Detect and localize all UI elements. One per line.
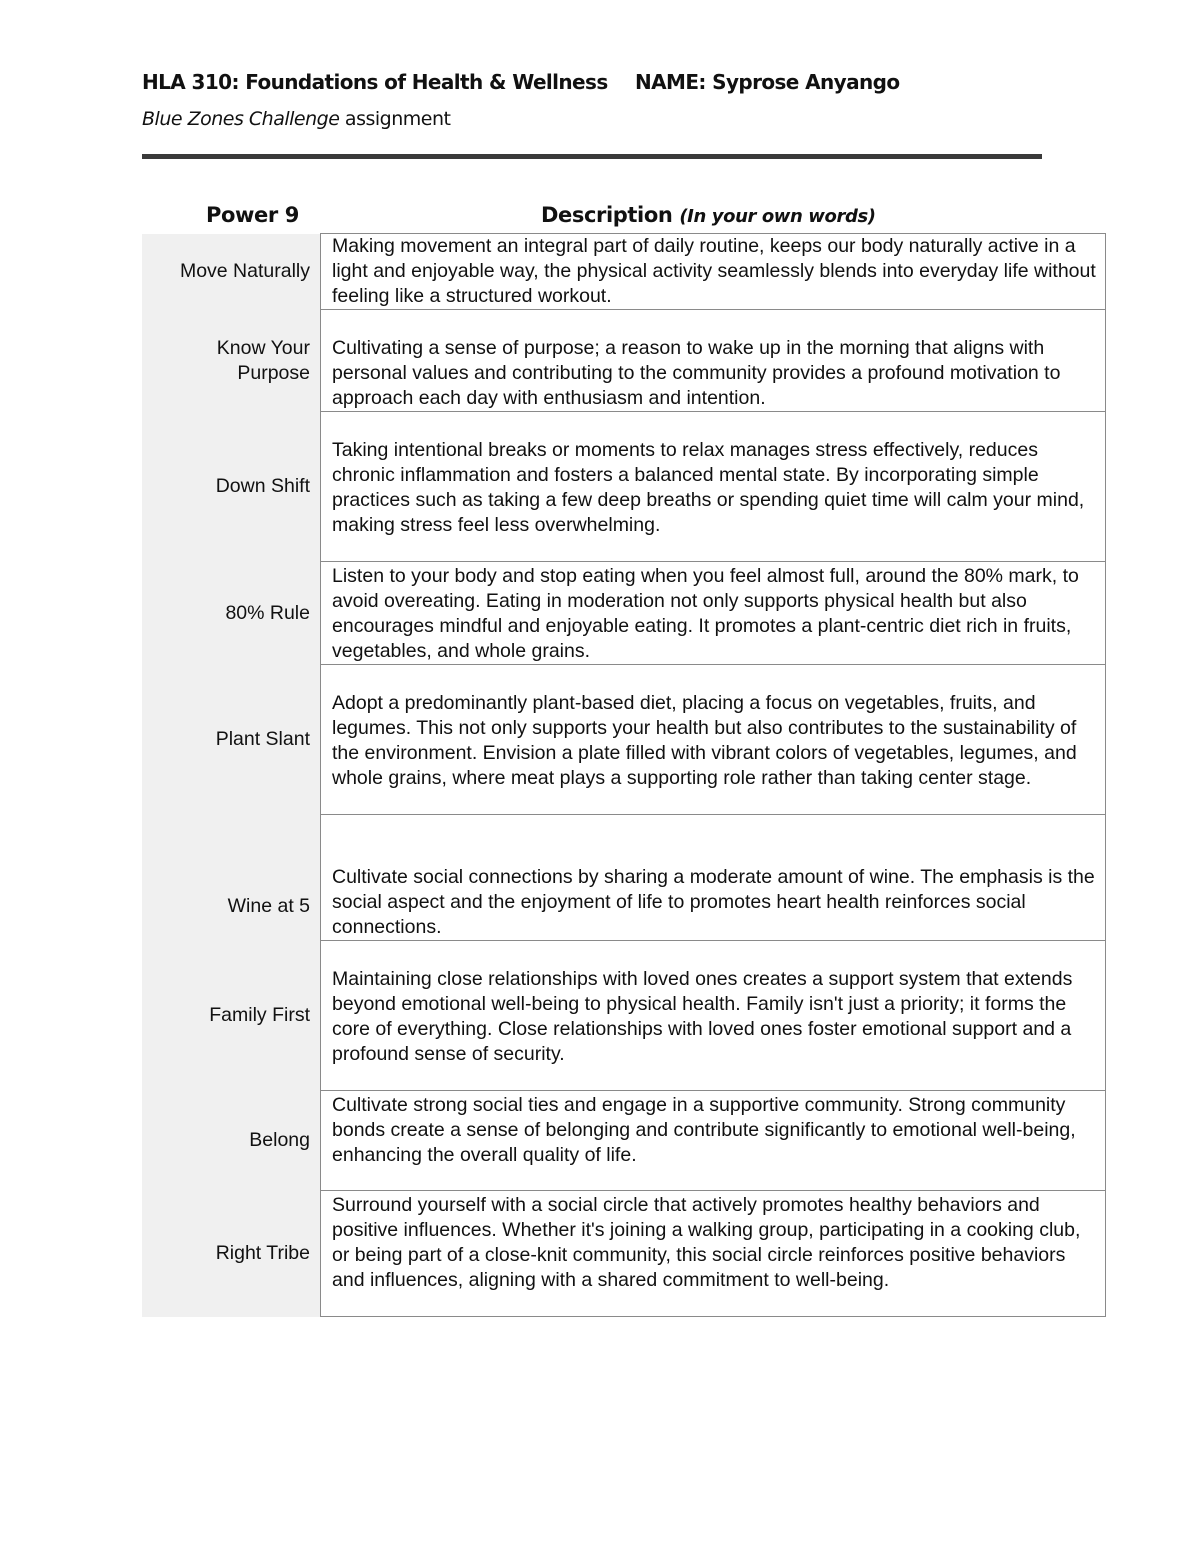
row-label (142, 665, 321, 815)
subtitle-italic: Blue Zones Challenge (142, 108, 340, 130)
table-row (142, 234, 1106, 310)
row-description (321, 665, 1106, 815)
row-label-text: Down Shift (215, 475, 310, 497)
column-header-power: Power 9 (206, 203, 299, 227)
row-label (142, 941, 321, 1091)
row-label-text: 80% Rule (225, 601, 310, 624)
row-label (142, 310, 321, 412)
row-label-text: Wine at 5 (227, 894, 310, 917)
row-description-text: Cultivate strong social ties and engage in a supportive community. Strong community bonds create a sense of belonging and contribute significantly to emotional well-being, enhancing the overall quality of life. (332, 1094, 1076, 1166)
row-label (142, 562, 321, 665)
table-row (142, 562, 1106, 665)
table-row (142, 412, 1106, 562)
row-description (321, 1191, 1106, 1317)
row-label (142, 1191, 321, 1317)
row-label (142, 412, 321, 562)
assignment-subtitle (142, 108, 450, 130)
row-label-text: Plant Slant (215, 728, 310, 750)
course-title: HLA 310: Foundations of Health & Wellness (142, 70, 608, 94)
row-description-text: Adopt a predominantly plant-based diet, placing a focus on vegetables, fruits, and legumes. This not only supports your health but also contributes to the sustainability of the environment. Envision a plate filled with vibrant colors of vegetables, legumes, and whole grains, where meat plays a supporting role rather than taking center stage. (332, 692, 1077, 789)
row-description-text: Making movement an integral part of daily routine, keeps our body naturally active in a light and enjoyable way, the physical activity seamlessly blends into everyday life without feeling like a structured workout. (332, 235, 1096, 307)
row-description (321, 310, 1106, 412)
column-header-description (541, 203, 876, 227)
row-description-text: Cultivate social connections by sharing a moderate amount of wine. The emphasis is the social aspect and the enjoyment of life to promotes heart health reinforces social connections. (332, 866, 1095, 938)
table-row (142, 941, 1106, 1091)
column-header-description-note: (In your own words) (679, 206, 876, 227)
row-description (321, 234, 1106, 310)
row-description-text: Surround yourself with a social circle that actively promotes healthy behaviors and positive influences. Whether it's joining a walking group, participating in a cooking club, or being part of a close-knit community, this social circle reinforces positive behaviors and influences, aligning with a shared commitment to well-being. (332, 1194, 1081, 1291)
table-row (142, 1191, 1106, 1317)
row-description (321, 1091, 1106, 1191)
row-label-text: Family First (209, 1004, 310, 1026)
row-label (142, 234, 321, 310)
table-row (142, 665, 1106, 815)
subtitle-rest: assignment (339, 108, 451, 130)
row-description (321, 562, 1106, 665)
power9-table (142, 233, 1106, 1317)
row-description (321, 815, 1106, 941)
column-header-description-title: Description (541, 203, 673, 227)
student-name: NAME: Syprose Anyango (635, 70, 900, 94)
row-description-text: Cultivating a sense of purpose; a reason to wake up in the morning that aligns with personal values and contributing to the community provides a profound motivation to approach each day with enthusiasm and intention. (332, 337, 1061, 409)
row-description (321, 941, 1106, 1091)
row-description-text: Listen to your body and stop eating when you feel almost full, around the 80% mark, to avoid overeating. Eating in moderation not only supports physical health but also encourages mindful and enjoyable eating. It promotes a plant-centric diet rich in fruits, vegetables, and whole grains. (332, 565, 1079, 662)
table-row (142, 815, 1106, 941)
row-label-text: Belong (249, 1129, 310, 1151)
row-label (142, 1091, 321, 1191)
row-label-text: Right Tribe (215, 1242, 310, 1264)
row-description-text: Taking intentional breaks or moments to relax manages stress effectively, reduces chronic inflammation and fosters a balanced mental state. By incorporating simple practices such as taking a few deep breaths or spending quiet time will calm your mind, making stress feel less overwhelming. (332, 439, 1085, 536)
table-row (142, 310, 1106, 412)
row-label-text: Move Naturally (179, 260, 310, 282)
row-label-text: Know Your Purpose (216, 336, 310, 384)
row-label (142, 815, 321, 941)
row-description (321, 412, 1106, 562)
row-description-text: Maintaining close relationships with loved ones creates a support system that extends beyond emotional well-being to physical health. Family isn't just a priority; it forms the core of everything. Close relationships with loved ones foster emotional support and a profound sense of security. (332, 968, 1073, 1065)
table-row (142, 1091, 1106, 1191)
header-divider (142, 154, 1042, 159)
